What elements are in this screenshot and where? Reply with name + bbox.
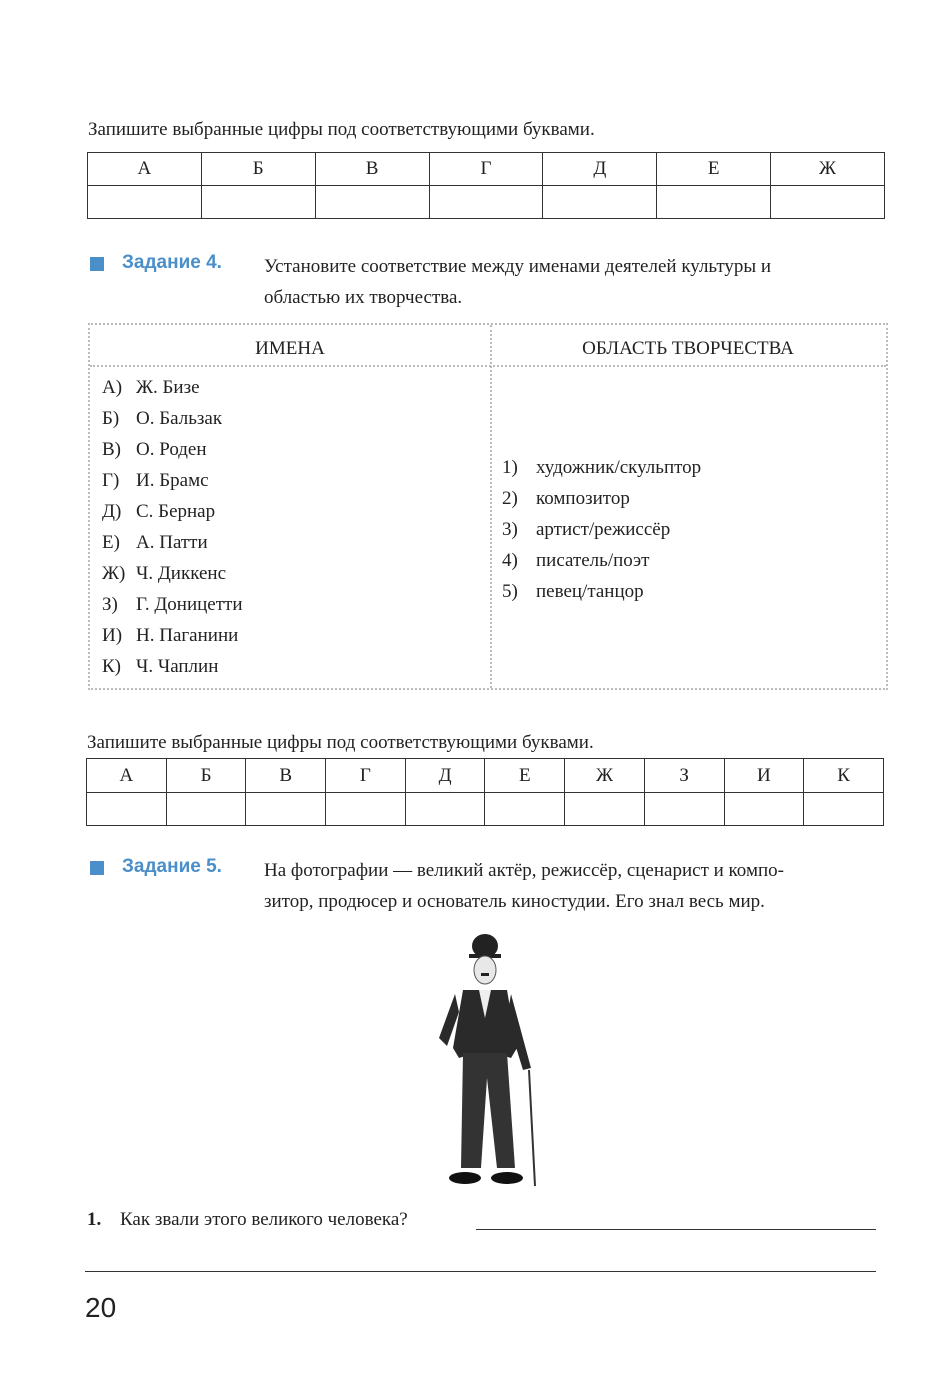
letter-header: Г: [326, 759, 406, 793]
matching-box: [88, 323, 888, 690]
item-key: 1): [502, 457, 518, 478]
name-item: [102, 558, 243, 589]
item-key: И): [102, 625, 123, 646]
answer-cell[interactable]: [87, 793, 167, 826]
task-4-label: Задание 4.: [122, 252, 222, 273]
item-key: В): [102, 439, 121, 460]
answer-cell[interactable]: [88, 186, 202, 219]
name-item: [102, 589, 243, 620]
item-value: О. Роден: [136, 439, 207, 460]
letter-header: Д: [405, 759, 485, 793]
letter-header: Е: [485, 759, 565, 793]
field-item: [502, 514, 701, 545]
letter-header: А: [87, 759, 167, 793]
item-value: Н. Паганини: [136, 625, 239, 646]
task-4-text-2: областью их творчества.: [264, 287, 463, 308]
answer-table-2: [86, 758, 884, 826]
page-number: 20: [85, 1292, 117, 1323]
answer-cell[interactable]: [326, 793, 406, 826]
letter-header: Б: [201, 153, 315, 186]
item-value: А. Патти: [136, 532, 208, 553]
answer-cell[interactable]: [543, 186, 657, 219]
item-key: А): [102, 377, 123, 398]
answer-cell[interactable]: [565, 793, 645, 826]
item-value: певец/танцор: [536, 581, 644, 602]
answer-cell[interactable]: [201, 186, 315, 219]
answer-line[interactable]: [476, 1229, 876, 1230]
names-list: [102, 372, 243, 682]
answer-cell[interactable]: [804, 793, 884, 826]
answer-cell[interactable]: [166, 793, 246, 826]
letter-header: И: [724, 759, 804, 793]
item-key: Б): [102, 408, 120, 429]
field-item: [502, 452, 701, 483]
item-key: К): [102, 656, 121, 677]
item-key: Ж): [102, 563, 126, 584]
letter-header: К: [804, 759, 884, 793]
answer-cell[interactable]: [405, 793, 485, 826]
name-item: [102, 651, 243, 682]
field-item: [502, 576, 701, 607]
name-item: [102, 465, 243, 496]
field-item: [502, 483, 701, 514]
letter-header: Б: [166, 759, 246, 793]
answer-cell[interactable]: [724, 793, 804, 826]
item-value: О. Бальзак: [136, 408, 223, 429]
task-5-label: Задание 5.: [122, 856, 222, 877]
answer-line-2[interactable]: [85, 1271, 876, 1272]
field-item: [502, 545, 701, 576]
instruction-1: Запишите выбранные цифры под соответствующими буквами.: [88, 119, 595, 140]
item-value: артист/режиссёр: [536, 519, 671, 540]
name-item: [102, 620, 243, 651]
answer-cell[interactable]: [429, 186, 543, 219]
instruction-2: Запишите выбранные цифры под соответствующими буквами.: [87, 732, 594, 753]
item-value: писатель/поэт: [536, 550, 650, 571]
item-value: Г. Доницетти: [136, 594, 243, 615]
item-value: композитор: [536, 488, 630, 509]
task-4-text-1: Установите соответствие между именами деятелей культуры и: [264, 256, 772, 277]
names-header: ИМЕНА: [255, 338, 325, 359]
item-key: Д): [102, 501, 122, 522]
task-5-text-2: зитор, продюсер и основатель киностудии. Его знал весь мир.: [264, 891, 765, 912]
answer-cell[interactable]: [644, 793, 724, 826]
letter-header: Д: [543, 153, 657, 186]
header-divider: [90, 365, 886, 367]
letter-header: З: [644, 759, 724, 793]
task-5-text-1: На фотографии — великий актёр, режиссёр, сценарист и компо-: [264, 860, 784, 881]
letter-header: В: [315, 153, 429, 186]
item-key: Г): [102, 470, 120, 491]
item-value: Ч. Чаплин: [136, 656, 219, 677]
answer-cell[interactable]: [657, 186, 771, 219]
name-item: [102, 372, 243, 403]
fields-list: [502, 452, 701, 607]
task-marker-icon: [90, 257, 104, 271]
answer-cell[interactable]: [246, 793, 326, 826]
answer-cell[interactable]: [485, 793, 565, 826]
item-value: И. Брамс: [136, 470, 209, 491]
letter-header: А: [88, 153, 202, 186]
item-key: З): [102, 594, 118, 615]
letter-header: Ж: [565, 759, 645, 793]
name-item: [102, 403, 243, 434]
item-key: Е): [102, 532, 120, 553]
name-item: [102, 527, 243, 558]
question-text: Как звали этого великого человека?: [120, 1209, 408, 1230]
letter-header: Г: [429, 153, 543, 186]
letter-header: В: [246, 759, 326, 793]
item-key: 5): [502, 581, 518, 602]
question-number: 1.: [87, 1209, 102, 1230]
item-value: Ч. Диккенс: [136, 563, 226, 584]
answer-cell[interactable]: [771, 186, 885, 219]
item-key: 4): [502, 550, 518, 571]
answer-cell[interactable]: [315, 186, 429, 219]
column-divider: [490, 325, 492, 688]
answer-table-1: [87, 152, 885, 219]
item-key: 3): [502, 519, 518, 540]
item-value: художник/скульптор: [536, 457, 702, 478]
chaplin-photo: [425, 928, 545, 1196]
fields-header: ОБЛАСТЬ ТВОРЧЕСТВА: [582, 338, 794, 359]
item-key: 2): [502, 488, 518, 509]
item-value: С. Бернар: [136, 501, 216, 522]
name-item: [102, 434, 243, 465]
task-marker-icon: [90, 861, 104, 875]
letter-header: Ж: [771, 153, 885, 186]
letter-header: Е: [657, 153, 771, 186]
item-value: Ж. Бизе: [136, 377, 200, 398]
name-item: [102, 496, 243, 527]
